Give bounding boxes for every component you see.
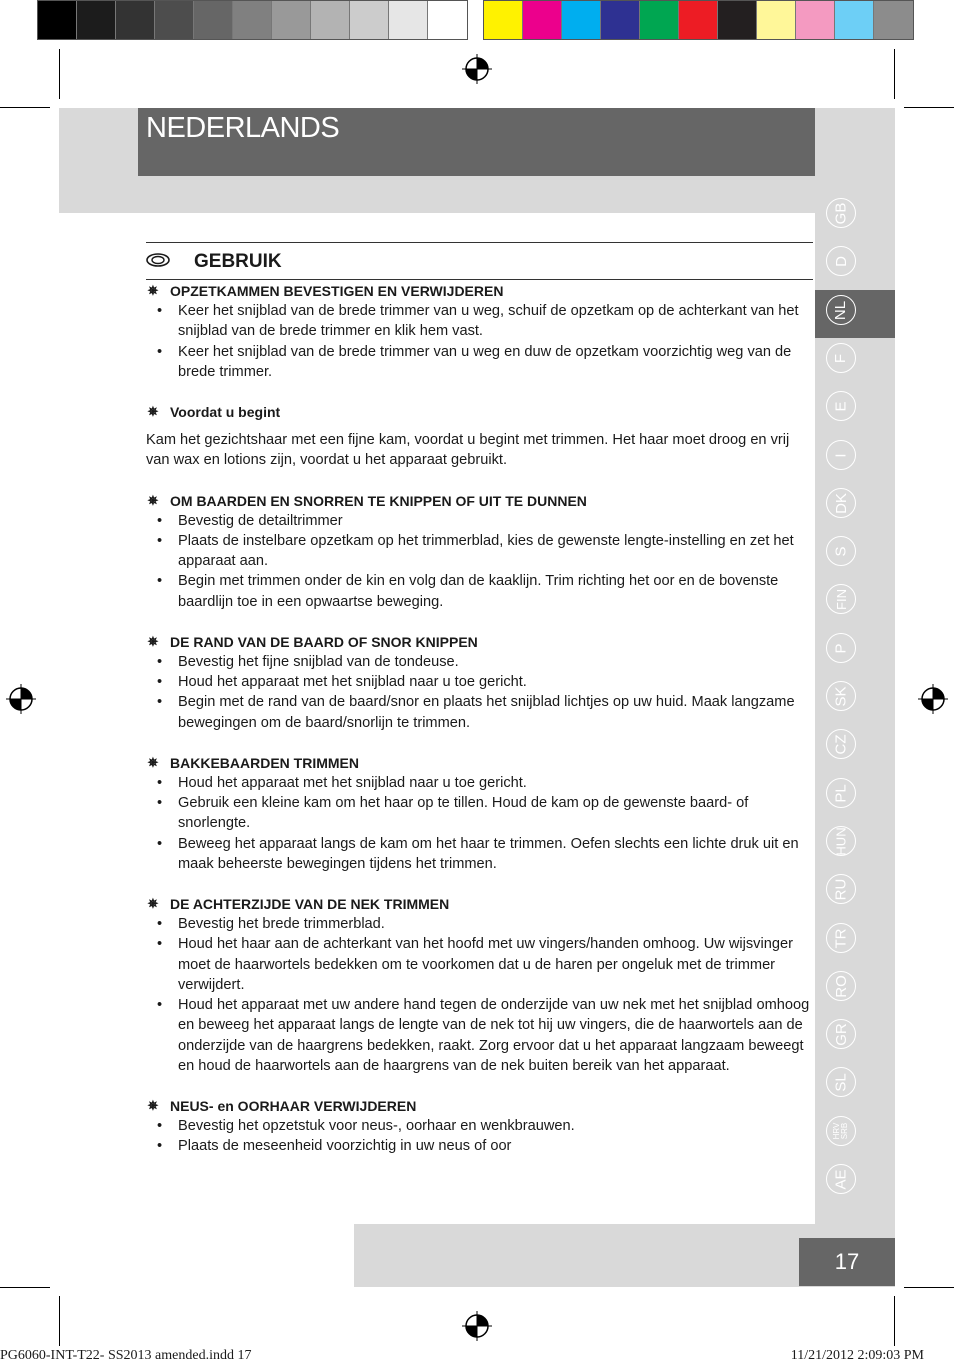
registration-mark-icon	[6, 684, 36, 714]
subsection-heading: ✵ Voordat u begint	[146, 402, 816, 422]
bullet-list	[146, 773, 816, 874]
color-swatch	[640, 1, 679, 39]
language-tab-sk[interactable]: SK	[826, 681, 856, 711]
list-item: • Bevestig het brede trimmerblad.	[146, 914, 816, 934]
language-tab-s[interactable]: S	[826, 536, 856, 566]
language-tab-hrv-srb[interactable]: HRV SRB	[826, 1116, 856, 1146]
crop-mark	[0, 1287, 50, 1288]
list-item: • Houd het haar aan de achterkant van het hoofd met uw vingers/handen omhoog. Uw wijsvinger moet de haarwortels bedekken om te voorkomen dat u de haren per ongeluk met de trimmer verwijdert.	[146, 934, 816, 995]
list-item: • Begin met de rand van de baard/snor en plaats het snijblad lichtjes op uw huid. Maak langzame bewegingen om de baard/snorlijn te trimmen.	[146, 692, 816, 732]
process-color-bar	[483, 0, 914, 40]
page-number: 17	[799, 1238, 895, 1286]
list-item: • Bevestig de detailtrimmer	[146, 511, 816, 531]
color-swatch	[601, 1, 640, 39]
language-tab-i[interactable]: I	[826, 440, 856, 470]
bullet-list	[146, 652, 816, 733]
bullet-list	[146, 914, 816, 1076]
language-tab-ae[interactable]: AE	[826, 1164, 856, 1194]
page-title: NEDERLANDS	[146, 112, 340, 144]
crop-mark	[0, 107, 50, 108]
color-swatch	[484, 1, 523, 39]
list-item: • Houd het apparaat met uw andere hand tegen de onderzijde van uw nek met het snijblad omhoog en beweeg het apparaat langs de lengte van de nek tot hij uw vingers, die de haarwortels aan de onderzijde van de haargrens bedekken, raakt. Zorg ervoor dat u het apparaat langzaam beweegt en houd de haarwortels aan de haargrens van de nek buiten bereik van het apparaat.	[146, 995, 816, 1076]
crop-mark	[894, 1296, 895, 1346]
color-swatch	[194, 1, 233, 39]
color-swatch	[389, 1, 428, 39]
language-tab-dk[interactable]: DK	[826, 488, 856, 518]
crop-mark	[904, 107, 954, 108]
registration-mark-icon	[462, 1311, 492, 1341]
list-item: • Beweeg het apparaat langs de kam om het haar te trimmen. Oefen slechts een lichte druk uit en maak beheerste bewegingen tijdens het trimmen.	[146, 834, 816, 874]
section-rule-bottom	[146, 279, 813, 280]
list-item: • Bevestig het opzetstuk voor neus-, oorhaar en wenkbrauwen.	[146, 1116, 816, 1136]
color-swatch	[233, 1, 272, 39]
footer-timestamp: 11/21/2012 2:09:03 PM	[790, 1348, 924, 1363]
bullet-list	[146, 1116, 816, 1156]
language-tab-hun[interactable]: HUN	[826, 826, 856, 856]
color-swatch	[679, 1, 718, 39]
color-swatch	[835, 1, 874, 39]
subsection-heading: ✵ OPZETKAMMEN BEVESTIGEN EN VERWIJDEREN	[146, 281, 816, 301]
bullet-list	[146, 301, 816, 382]
star-bullet-icon: ✵	[147, 492, 159, 508]
crop-mark	[59, 49, 60, 99]
list-item: • Keer het snijblad van de brede trimmer van u weg en duw de opzetkam voorzichtig weg van de brede trimmer.	[146, 342, 816, 382]
section-rule-top	[146, 242, 813, 243]
list-item: • Plaats de meseenheid voorzichtig in uw neus of oor	[146, 1136, 816, 1156]
language-tab-ru[interactable]: RU	[826, 874, 856, 904]
language-tab-gr[interactable]: GR	[826, 1019, 856, 1049]
crop-mark	[894, 49, 895, 99]
language-tab-f[interactable]: F	[826, 343, 856, 373]
crop-mark	[59, 1296, 60, 1346]
color-swatch	[796, 1, 835, 39]
content-body	[146, 281, 816, 1157]
registration-mark-icon	[918, 684, 948, 714]
section-heading	[146, 250, 282, 273]
list-item: • Keer het snijblad van de brede trimmer van u weg, schuif de opzetkam op de achterkant van het snijblad van de brede trimmer en klik hem vast.	[146, 301, 816, 341]
color-swatch	[757, 1, 796, 39]
star-bullet-icon: ✵	[147, 1097, 159, 1113]
star-bullet-icon: ✵	[147, 754, 159, 770]
subsection-heading: ✵ BAKKEBAARDEN TRIMMEN	[146, 753, 816, 773]
list-item: • Houd het apparaat met het snijblad naar u toe gericht.	[146, 773, 816, 793]
grayscale-color-bar	[37, 0, 468, 40]
bullet-list	[146, 511, 816, 612]
star-bullet-icon: ✵	[147, 283, 159, 298]
language-tab-pl[interactable]: PL	[826, 778, 856, 808]
registration-mark-icon	[462, 54, 492, 84]
list-item: • Gebruik een kleine kam om het haar op te tillen. Houd de kam op de gewenste baard- of snorlengte.	[146, 793, 816, 833]
language-tab-d[interactable]: D	[826, 246, 856, 276]
language-tab-tr[interactable]: TR	[826, 923, 856, 953]
subsection-heading: ✵ DE RAND VAN DE BAARD OF SNOR KNIPPEN	[146, 632, 816, 652]
color-swatch	[311, 1, 350, 39]
star-bullet-icon: ✵	[147, 404, 159, 420]
list-item: • Plaats de instelbare opzetkam op het trimmerblad, kies de gewenste lengte-instelling en zet het apparaat aan.	[146, 531, 816, 571]
list-item: • Bevestig het fijne snijblad van de tondeuse.	[146, 652, 816, 672]
crop-mark	[904, 1287, 954, 1288]
language-tab-gb[interactable]: GB	[826, 198, 856, 228]
color-swatch	[77, 1, 116, 39]
language-tab-p[interactable]: P	[826, 633, 856, 663]
star-bullet-icon: ✵	[147, 896, 159, 912]
color-swatch	[428, 1, 467, 39]
subsection-heading: ✵ OM BAARDEN EN SNORREN TE KNIPPEN OF UIT TE DUNNEN	[146, 491, 816, 511]
paragraph: Kam het gezichtshaar met een fijne kam, voordat u begint met trimmen. Het haar moet droog en vrij van wax en lotions zijn, voordat u het apparaat gebruikt.	[146, 432, 790, 469]
color-swatch	[116, 1, 155, 39]
color-swatch	[874, 1, 913, 39]
color-swatch	[272, 1, 311, 39]
language-tab-fin[interactable]: FIN	[826, 584, 856, 614]
color-swatch	[155, 1, 194, 39]
list-item: • Begin met trimmen onder de kin en volg dan de kaaklijn. Trim richting het oor en de bovenste baardlijn toe in een opwaartse beweging.	[146, 571, 816, 611]
list-item: • Houd het apparaat met het snijblad naar u toe gericht.	[146, 672, 816, 692]
language-tab-nl[interactable]: NL	[826, 295, 856, 325]
language-tab-ro[interactable]: RO	[826, 971, 856, 1001]
color-swatch	[38, 1, 77, 39]
color-swatch	[718, 1, 757, 39]
footer-file-info: PG6060-INT-T22- SS2013 amended.indd 17	[0, 1348, 252, 1363]
language-tab-cz[interactable]: CZ	[826, 729, 856, 759]
section-title: GEBRUIK	[194, 250, 282, 272]
subsection-heading: ✵ NEUS- en OORHAAR VERWIJDEREN	[146, 1096, 816, 1116]
eye-icon	[146, 250, 170, 273]
language-tab-sl[interactable]: SL	[826, 1067, 856, 1097]
language-tab-e[interactable]: E	[826, 391, 856, 421]
color-swatch	[350, 1, 389, 39]
star-bullet-icon: ✵	[147, 633, 159, 649]
title-bar	[138, 108, 815, 176]
subsection-heading: ✵ DE ACHTERZIJDE VAN DE NEK TRIMMEN	[146, 894, 816, 914]
color-swatch	[523, 1, 562, 39]
color-swatch	[562, 1, 601, 39]
